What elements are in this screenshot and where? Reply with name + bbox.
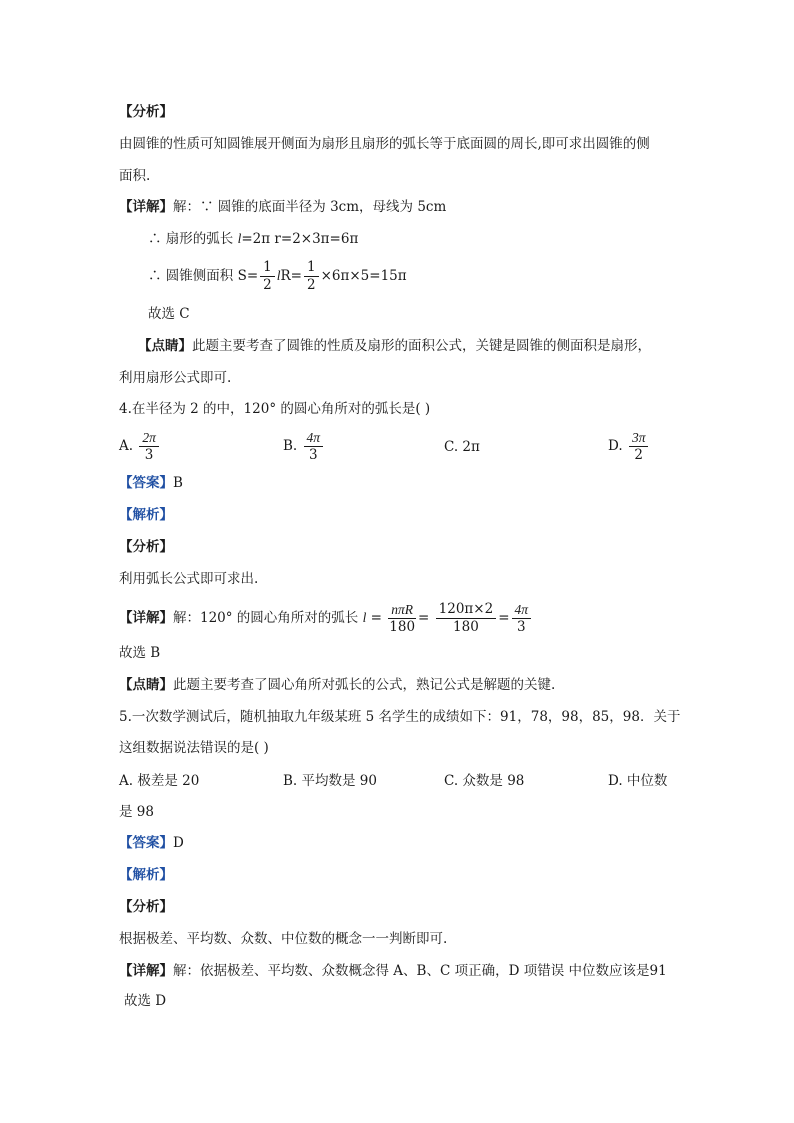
frac-den: 2: [263, 277, 272, 293]
arc-formula-fraction: [388, 601, 416, 636]
frac-den: 2: [634, 447, 643, 463]
detail-line-5: [119, 961, 667, 981]
frac-num: 4π: [304, 429, 324, 447]
analysis-tag-5: 【分析】: [119, 899, 173, 915]
comment-tag: 【点睛】: [138, 338, 192, 354]
answer-value: D: [173, 835, 184, 851]
frac-den: 180: [389, 619, 416, 635]
analysis-text-line2: 面积.: [119, 168, 151, 184]
comment-text: 此题主要考查了圆锥的性质及扇形的面积公式，关键是圆锥的侧面积是扇形，: [192, 338, 651, 354]
detail-prefix: 解：120° 的圆心角所对的弧长: [173, 610, 359, 626]
detail-tag: 【详解】: [119, 963, 173, 979]
analysis-text-4: 利用弧长公式即可求出.: [119, 571, 259, 587]
detail-tag: 【详解】: [119, 610, 173, 626]
arc-substituted-fraction: [436, 601, 497, 636]
detail-tag: 【详解】: [119, 199, 173, 215]
comment-line-4: [119, 675, 555, 695]
detail-text: 解：∵ 圆锥的底面半径为 3cm，母线为 5cm: [173, 199, 447, 215]
comment-tag: 【点睛】: [119, 677, 173, 693]
option-b: [283, 428, 325, 464]
option-c-5: C. 众数是 98: [444, 773, 525, 789]
option-d-5: D. 中位数: [608, 773, 668, 789]
jiexi-tag-4: 【解析】: [119, 507, 173, 523]
step2-mid: R=: [280, 268, 302, 284]
choose-b: 故选 B: [119, 645, 161, 661]
frac-den: 3: [144, 447, 154, 463]
choose-d: 故选 D: [124, 993, 167, 1009]
option-a-fraction: [139, 429, 159, 464]
frac-num: 3π: [629, 429, 649, 447]
frac-den: 2: [307, 277, 316, 293]
step2-rest: ×6π×5=15π: [320, 268, 407, 284]
option-c: C. 2π: [444, 439, 480, 455]
answer-value: B: [173, 475, 183, 491]
question-5-line1: 5.一次数学测试后，随机抽取九年级某班 5 名学生的成绩如下：91，78，98，85，98．关于: [119, 709, 681, 725]
frac-den: 3: [308, 447, 318, 463]
jiexi-tag-5: 【解析】: [119, 867, 173, 883]
step2-prefix: ∴ 圆锥侧面积 S=: [148, 268, 259, 284]
option-a: [119, 428, 161, 464]
option-label: B.: [283, 438, 298, 454]
comment-text: 此题主要考查了圆心角所对弧长的公式，熟记公式是解题的关键.: [173, 677, 556, 693]
fraction-half-2: [304, 259, 319, 294]
frac-den: 180: [453, 619, 479, 635]
frac-num: 2π: [139, 429, 159, 447]
detail-text: 解：依据极差、平均数、众数概念得 A、B、C 项正确，D 项错误 中位数应该是91: [173, 963, 667, 979]
option-d-fraction: [629, 429, 649, 464]
step1-prefix: ∴ 扇形的弧长: [148, 231, 234, 247]
analysis-text-line1: 由圆锥的性质可知圆锥展开侧面为扇形且扇形的弧长等于底面圆的周长,即可求出圆锥的侧: [119, 136, 650, 152]
answer-tag: 【答案】: [119, 835, 173, 851]
answer-tag: 【答案】: [119, 475, 173, 491]
comment-line1: [138, 336, 651, 356]
comment-line2: 利用扇形公式即可.: [119, 370, 232, 386]
analysis-tag-4: 【分析】: [119, 539, 173, 555]
detail-line-4: 【详解】解：120° 的圆心角所对的弧长 l = $\frac{\text{nπR}}{180}$ = $\frac{120\pi\times 2}{180}$ = $\frac{4\pi}{3}$: [119, 598, 533, 638]
frac-num: 1: [304, 259, 319, 277]
step-arc-length: [148, 229, 358, 249]
choose-c: 故选 C: [148, 306, 190, 322]
step-lateral-area: [148, 258, 407, 294]
question-5-line2: 这组数据说法错误的是( ): [119, 740, 269, 756]
option-label: A.: [119, 438, 134, 454]
question-4: 4.在半径为 2 的中，120° 的圆心角所对的弧长是( ): [119, 401, 431, 417]
option-a-5: A. 极差是 20: [119, 773, 200, 789]
step1-rest: =2π r=2×3π=6π: [241, 231, 359, 247]
analysis-text-5: 根据极差、平均数、众数、中位数的概念一一判断即可.: [119, 931, 448, 947]
option-label: D.: [608, 438, 623, 454]
frac-num: 120π×2: [436, 601, 497, 619]
step1-l: l: [237, 231, 242, 246]
option-d: [608, 428, 650, 464]
analysis-tag: 【分析】: [119, 104, 173, 120]
step2-l: l: [276, 268, 281, 283]
detail-line: [119, 197, 446, 217]
option-b-fraction: [304, 429, 324, 464]
frac-num: nπR: [388, 601, 416, 619]
answer-line-5: [119, 833, 184, 853]
frac-num: 4π: [512, 601, 532, 619]
detail-l: l: [362, 610, 367, 625]
frac-den: 3: [516, 619, 526, 635]
option-b-5: B. 平均数是 90: [283, 773, 377, 789]
answer-line-4: [119, 473, 183, 493]
option-d-5-cont: 是 98: [119, 804, 154, 820]
frac-num: 1: [260, 259, 275, 277]
arc-result-fraction: [512, 601, 532, 636]
fraction-half-1: [260, 259, 275, 294]
